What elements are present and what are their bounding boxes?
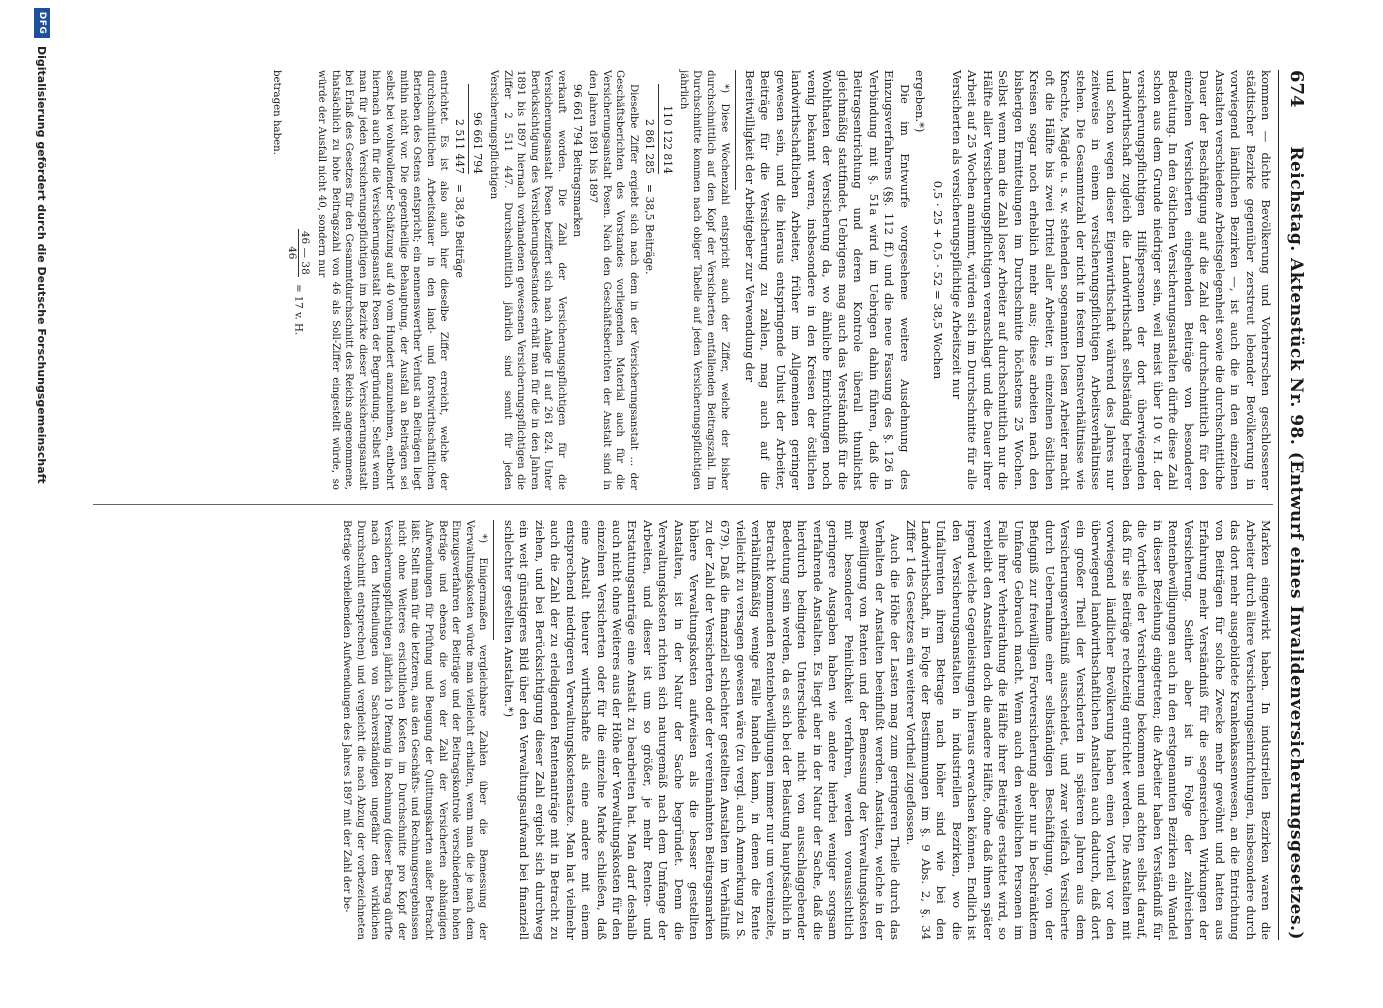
page-content [87,70,1307,940]
page-title: Reichstag. Aktenstück Nr. 98. (Entwurf eines Invalidenversicherungsgesetzes.) [1286,146,1306,940]
left-paragraph-5: verkauft worden. Die Zahl der Versicherungspflichtigen für die Versicherungsanstalt Posen beziffert sich nach Anlage II auf 261 824. Unter Berücksichtigung des Versicherungsbestandes erhält man für die in den Jahren 1891 bis 1897 hiernach vorhandenen gewesenen Versicherungspflichtigen die Ziffer 2 511 447. Durchschnittlich jährlich sind somit für jeden Versicherungspflichtigen [488,70,568,490]
calculation-3 [452,84,484,490]
right-footnote-rule [493,520,494,640]
left-footnote [270,70,731,490]
calc3-denominator: 2 511 447 [452,119,466,174]
left-column [270,70,1273,490]
right-footnote: *) Einigermaßen vergleichbare Zahlen über die Bemessung der Verwaltungskosten würde man vielleicht erhalten, wenn man die je nach dem Einzugsverfahren der Beiträge und der Beitragskontrole verschiedenen hohen Beträge und ebenso die von der Zahl der Versicherten abhängigen Aufwendungen für Prüfung und Beugung der Quittungskarten außer Betracht läßt. Stellt man für die letzteren, aus den Geschäfts- und Rechnungsergebnissen nicht ohne Weiteres ersichtlichen Kosten im Durchschnitte pro Kopf der Versicherungspflichtigen jährlich 10 Pfennig in Rechnung (dieser Betrag dürfte nach den Mittheilungen von Sachverständigen ungefähr dem wirklichen Durchschnitt entsprechen) und vergleicht die nach Abzug der vorbezeichneten Beträge verbleibenden Aufwendungen des Jahres 1897 mit der Zahl der be- [341,520,489,940]
right-paragraph-1: Marken eingewirkt haben. In industriellen Bezirken waren die Arbeiter durch ältere Versicherungseinrichtungen, insbesondere durch das dort mehr ausgebildete Krankenkassenwesen, an die Entrichtung von Beiträgen für solche Zwecke mehr gewöhnt und hatten aus Erfahrung mehr Verständniß für die segensreichen Wirkungen der Versicherung. Seither aber ist in Folge der zahlreichen Rentenbewilligungen auch in den erstgenannten Bezirken ein Wandel in dieser Beziehung eingetreten; die Arbeiter haben Verständniß für die Vortheile der Versicherung bekommen und achten selbst darauf, daß für sie Beiträge rechtzeitig entrichtet werden. Die Anstalten mit vorwiegend ländlicher Bevölkerung haben einen Vortheil vor den überwiegend landwirthschaftlichen Anstalten auch dadurch, daß dort ein großer Theil der Versicherten in späteren Jahren aus dem Versicherungsverhältniß ausscheidet, und zwar vielfach Versicherte durch Uebernahme einer selbständigen Beschäftigung, von der Befugniß zur freiwilligen Fortversicherung aber nur in beschränktem Umfange Gebrauch macht. Wenn auch den weiblichen Personen im Falle ihrer Verheirathung die Hälfte ihrer Beiträge erstattet wird, so verbleibt den Anstalten doch die andere Hälfte, ohne daß ihnen später irgend welche Gegenleistungen hieraus erwachsen können. Endlich ist den Versicherungsanstalten in industriellen Bezirken, wo die Unfallrenten ihrem Betrage nach höher sind wie bei den Landwirthschaft, in Folge der Bestimmungen im §. 9 Abs. 2, §. 34 Ziffer 1 des Gesetzes ein weiterer Vortheil zugeflossen. [903,520,1273,940]
fraction-denominator: 46 [286,246,299,260]
page-header [1281,70,1307,940]
right-paragraph-2: Auch die Höhe der Lasten mag zum geringeren Theile durch das Verhalten der Anstalten beeinflußt werden. Anstalten, welche in der Bewilligung von Renten und der Bemessung der Verwaltungskosten mit besonderer Peinlichkeit verfahren, werden voraussichtlich geringere Ausgaben haben wie andere hierbei weniger sorgsam verfahrende Anstalten. Es liegt aber in der Natur der Sache, daß die hierdurch bedingten Unterschiede nicht von ausschlaggebender Bedeutung sein werden, da es sich bei der Belastung hauptsächlich in Betracht kommenden Rentenbewilligungen immer nur um vereinzelte, verhältnißmäßig wenige Fälle handeln kann, in denen die Rente vielleicht zu versagen gewesen wäre (zu vergl. auch Anmerkung zu S. 679). Daß die finanziell schlechter gestellten Anstalten im Verhältniß zu der Zahl der Versicherten oder der vereinnahmten Beitragsmarken höhere Verwaltungskosten aufweisen als die besser gestellten Anstalten, ist in der Natur der Sache begründet. Denn die Verwaltungskosten richten sich naturgemäß nach dem Umfange der Arbeiten, und dieser ist um so größer, je mehr Renten- und Erstattungsanträge eine Anstalt zu bearbeiten hat. Man darf deshalb auch nicht ohne Weiteres aus der Höhe der Verwaltungskosten für den einzelnen Versicherten oder für die einzelne Marke schließen, daß eine Anstalt theurer wirthschafte als eine andere mit einem entsprechend niedrigeren Verwaltungskostensatze. Man hat vielmehr auch die Zahl der zu erledigenden Rentenanträge mit in Betracht zu ziehen, und bei Berücksichtigung dieser Zahl ergiebt sich durchweg ein weit günstigeres Bild über den Verwaltungsaufwand bei finanziell schlechter gestellten Anstalten.*) [501,520,903,940]
column-divider [93,504,1273,505]
calc3-numerator: 96 661 794 [471,112,485,174]
digitization-credit [31,0,53,1008]
calc1-fraction-line [658,84,659,174]
percentage-formula [286,70,311,490]
header-rule [1278,70,1279,940]
calc3-result: = 38,49 Beiträge [452,184,466,278]
left-paragraph-2: ergeben.*) [913,70,928,133]
left-paragraph-1: kommen — dichte Bevölkerung und Vorherrschen geschlossener städtischer Bezirke gegenüber zerstreut lebender Bevölkerung in vorwiegend ländlichen Bezirken —, ist auch die in den einzelnen Anstalten verschiedene Arbeitsgelegenheit sowie die durchschnittliche Dauer der Beschäftigung auf die Zahl der durchschnittlich für den einzelnen Versicherten eingehenden Beiträge von besonderer Bedeutung. In den östlichen Versicherungsanstalten dürfte diese Zahl schon aus dem Grunde niedriger sein, weil meist über 10 v. H. der versicherungspflichtigen Hilfspersonen der dort überwiegenden Landwirthschaft zugleich die Landwirthschaft selbständig betreiben und schon wegen dieser Eigenwirthschaft während des Jahres nur zeitweise in einem versicherungspflichtigen Arbeitsverhältnisse stehen. Die Gesammtzahl der nicht in festem Dienstverhältnisse wie Knechte, Mägde u. s. w. stehenden sogenannten losen Arbeiter macht oft die Hälfte bis zwei Drittel aller Arbeiter, in einzelnen östlichen Kreisen sogar noch erheblich mehr aus; diese arbeiten nach den bisherigen Ermittelungen im Durchschnitte höchstens 25 Wochen. Selbst wenn man die Zahl loser Arbeiter auf durchschnittlich nur die Hälfte aller Versicherungspflichtigen veranschlagt und die Dauer ihrer Arbeit auf 25 Wochen annimmt, würden sich im Durchschnitte für alle Versicherten als versicherungspflichtige Arbeitszeit nur [949,70,1273,490]
calc3-fraction-line [468,84,469,174]
calculation-2 [570,84,584,490]
calculation-1 [642,84,674,490]
left-paragraph-7: betragen haben. [271,70,283,155]
calc1-denominator: 2 861 285 [642,119,656,174]
percentage-fraction [286,229,311,277]
left-footnote-text: *) Diese Wochenzahl entspricht auch der Ziffer, welche der bisher durchschnittlich auf den Kopf der Versicherten entfallenden Beitragszahl. Im Durchschnitte kommen nach obiger Tabelle auf jeden Versicherungspflichtigen jährlich [677,70,730,490]
right-column [340,520,1273,940]
left-paragraph-4: Dieselbe Ziffer ergiebt sich nach dem in der Versicherungsanstalt ... der Geschäftsberichten des Vorstandes vorliegenden Material auch für die Versicherungsanstalt Posen. Nach den Geschäftsberichten der Anstalt sind in den Jahren 1891 bis 1897 [587,70,640,490]
footnote-rule [735,70,736,190]
dfg-logo-icon: DFG [34,8,50,38]
calc1-result: = 38,5 Beiträge. [642,184,656,275]
credit-text: Digitalisierung gefördert durch die Deutsche Forschungsgemeinschaft [35,46,49,484]
weeks-formula: 0,5 · 25 + 0,5 · 52 = 38,5 Wochen [931,180,946,380]
left-paragraph-3: Die im Entwurfe vorgesehene weitere Ausdehnung des Einzugsverfahrens (§§. 112 ff.) und die neue Fassung des §. 126 in Verbindung mit §. 51a wird im Uebrigen dahin führen, daß die Beitragsentrichtung und deren Kontrole überall thunlichst gleichmäßig stattfindet. Uebrigens mag auch das Verständniß für die Wohlthaten der Versicherung da, wo ähnliche Einrichtungen noch wenig bekannt waren, insbesondere in den Kreisen der östlichen landwirthschaftlichen Arbeiter, früher im Allgemeinen geringer gewesen sein, und die hieraus entspringende Unlust der Arbeiter, Beiträge für die Versicherung zu zahlen, mag auch auf die Bereitwilligkeit der Arbeitgeber zur Verwendung der [743,70,912,490]
calc2-value: 96 661 794 Beitragsmarken [570,84,584,238]
left-paragraph-6: entrichtet. Es ist also auch hier dieselbe Ziffer erreicht, welche der durchschnittlichen Arbeitsdauer in den land- und forstwirthschaftlichen Betrieben des Ostens entspricht; ein nennenswerther Verlust an Beiträgen liegt mithin nicht vor. Die gegentheilige Behauptung, der Ausfall an Beiträgen sei selbst bei wohlwollender Schätzung auf 40 vom Hundert anzunehmen, entbehrt hiernach auch für die Versicherungsanstalt Posen der Begründung. Selbst wenn man für jeden Versicherungspflichtigen im Bezirke dieser Versicherungsanstalt bei Erlaß des Gesetzes für den Gesammtdurchschnitt des Reichs angenommene, thatsächlich zu hohe Beitragszahl von 46 als Soll-Ziffer eingestellt würde, so würde der Ausfall nicht 40, sondern nur [315,70,450,490]
fraction-numerator: 46 — 38 [299,230,312,275]
fraction-result: = 17 v. H. [292,284,304,336]
calc1-numerator: 110 122 814 [661,105,675,174]
page-number: 674 [1286,70,1307,108]
